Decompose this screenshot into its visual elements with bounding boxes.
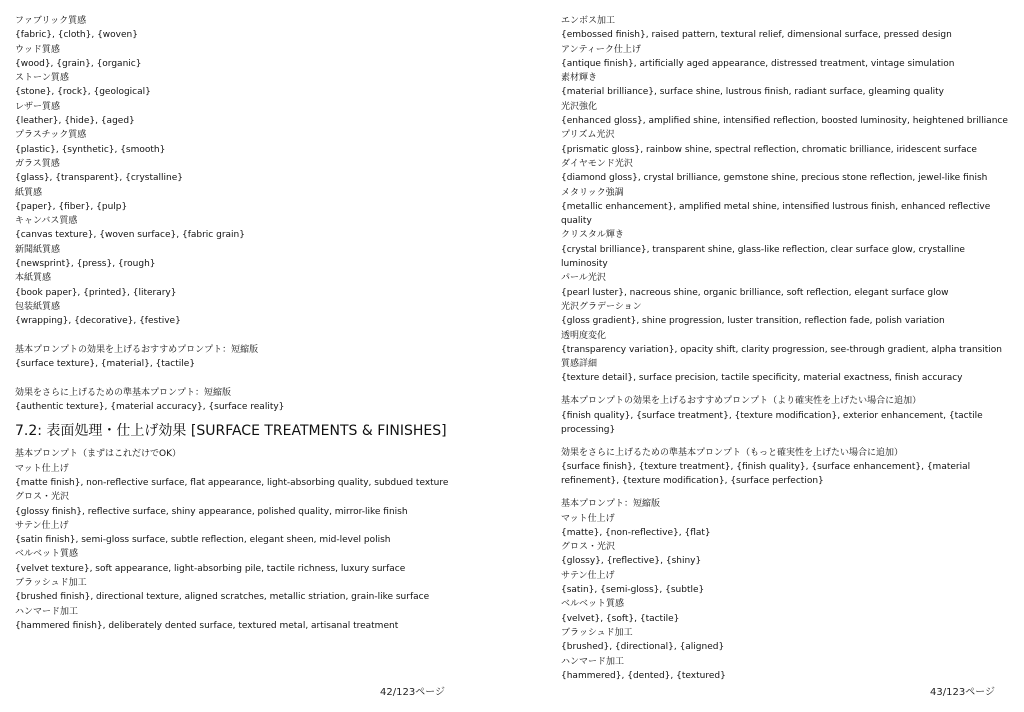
prompt-text: {diamond gloss}, crystal brilliance, gemstone shine, precious stone reflection, jewel-like finish xyxy=(561,173,988,184)
prompt-text: {plastic}, {synthetic}, {smooth} xyxy=(15,144,166,155)
prompt-text: {enhanced gloss}, amplified shine, intensified reflection, boosted luminosity, heightened brilliance xyxy=(561,116,1008,127)
entry-label: 質感詳細 xyxy=(561,359,598,370)
entry-label: 透明度変化 xyxy=(561,330,607,341)
section-heading: 7.2: 表面処理・仕上げ効果 [SURFACE TREATMENTS & FINISHES] xyxy=(15,423,447,440)
entry-label: メタリック強調 xyxy=(561,187,624,198)
prompt-text: {material brilliance}, surface shine, lustrous finish, radiant surface, gleaming quality xyxy=(561,87,944,98)
entry-label: 素材輝き xyxy=(561,73,598,84)
entry-label: プリズム光沢 xyxy=(561,130,615,141)
semi-basic-prompt-block xyxy=(561,446,1009,489)
prompt-text: {hammered}, {dented}, {textured} xyxy=(561,670,726,681)
entry-label: ストーン質感 xyxy=(15,73,69,84)
entry-label: ウッド質感 xyxy=(15,44,60,55)
prompt-text: {stone}, {rock}, {geological} xyxy=(15,87,151,98)
entry-label: パール光沢 xyxy=(561,273,606,284)
entry-label: ダイヤモンド光沢 xyxy=(561,158,633,169)
prompt-text: ブラッシュド加工 xyxy=(561,627,633,638)
prompt-text: {transparency variation}, opacity shift, clarity progression, see-through gradient, alpha transition xyxy=(561,344,1002,355)
page-number-right: 43/123ページ xyxy=(930,687,995,698)
prompt-text: サテン仕上げ xyxy=(561,570,615,581)
prompt-text: {embossed finish}, raised pattern, textural relief, dimensional surface, pressed design xyxy=(561,30,952,41)
entry-label: ファブリック質感 xyxy=(15,16,87,26)
prompt-text: {matte finish}, non-reflective surface, flat appearance, light-absorbing quality, subdued texture xyxy=(15,477,449,488)
prompt-text: {antique finish}, artificially aged appearance, distressed treatment, vintage simulation xyxy=(561,58,955,69)
prompt-text: {paper}, {fiber}, {pulp} xyxy=(15,201,128,212)
entry-label: 新聞紙質感 xyxy=(15,244,61,255)
entry-label: レザー質感 xyxy=(15,101,61,112)
right-page-content xyxy=(561,14,1009,683)
prompt-text: {satin}, {semi-gloss}, {subtle} xyxy=(561,585,705,596)
prompt-text: {book paper}, {printed}, {literary} xyxy=(15,287,177,298)
prompt-text: グロス・光沢 xyxy=(561,542,616,553)
prompt-text: マット仕上げ xyxy=(561,513,615,524)
prompt-text: {metallic enhancement}, amplified metal shine, intensified lustrous finish, enhanced reflective quality xyxy=(561,201,991,227)
prompt-text: {glossy}, {reflective}, {shiny} xyxy=(561,556,702,567)
basic-prompt-block xyxy=(15,447,497,633)
prompt-text: {texture detail}, surface precision, tactile specificity, material exactness, finish accuracy xyxy=(561,373,963,384)
entry-label: アンティーク仕上げ xyxy=(561,44,641,55)
prompt-text: ブラッシュド加工 xyxy=(15,577,87,588)
entry-label: 紙質感 xyxy=(15,187,43,198)
prompt-text: {surface finish}, {texture treatment}, {finish quality}, {surface enhancement}, {material refinement}, {texture modification}, {surface perfection} xyxy=(561,462,971,487)
prompt-text: {prismatic gloss}, rainbow shine, spectral reflection, chromatic brilliance, iridescent surface xyxy=(561,144,977,155)
entry-label: 光沢強化 xyxy=(561,101,598,112)
prompt-text: マット仕上げ xyxy=(15,463,69,474)
prompt-text: ハンマード加工 xyxy=(561,656,625,667)
entry-label: キャンバス質感 xyxy=(15,216,78,227)
entry-label: 基本プロンプトの効果を上げるおすすめプロンプト：短縮版 xyxy=(15,344,259,355)
entry-label: 基本プロンプト（まずはこれだけでOK） xyxy=(15,449,181,460)
prompt-text: {canvas texture}, {woven surface}, {fabric grain} xyxy=(15,230,245,241)
basic-short-block xyxy=(561,497,1009,683)
prompt-text: {crystal brilliance}, transparent shine, glass-like reflection, clear surface glow, crystalline luminosity xyxy=(561,244,965,270)
prompt-text: {finish quality}, {surface treatment}, {texture modification}, exterior enhancement, {tactile processing} xyxy=(561,410,983,435)
entry-label: エンボス加工 xyxy=(561,16,616,26)
entry-label: 基本プロンプト：短縮版 xyxy=(561,499,661,510)
prompt-text: {brushed}, {directional}, {aligned} xyxy=(561,642,725,653)
texture-list-block xyxy=(15,14,497,329)
entry-label: プラスチック質感 xyxy=(15,130,87,141)
prompt-text: ベルベット質感 xyxy=(15,549,79,560)
prompt-text: {wood}, {grain}, {organic} xyxy=(15,58,142,69)
prompt-text: {surface texture}, {material}, {tactile} xyxy=(15,359,196,370)
prompt-text: グロス・光沢 xyxy=(15,492,70,503)
entry-label: 基本プロンプトの効果を上げるおすすめプロンプト（より確実性を上げたい場合に追加） xyxy=(561,396,922,407)
prompt-text: ハンマード加工 xyxy=(15,606,79,617)
prompt-text: {matte}, {non-reflective}, {flat} xyxy=(561,527,711,538)
prompt-text: {authentic texture}, {material accuracy}, {surface reality} xyxy=(15,402,285,413)
entry-label: ガラス質感 xyxy=(15,158,60,169)
page-number-left: 42/123ページ xyxy=(380,687,445,698)
prompt-text: {fabric}, {cloth}, {woven} xyxy=(15,30,138,41)
right-page xyxy=(512,0,1024,712)
entry-label: 効果をさらに上げるための準基本プロンプト：短縮版 xyxy=(15,387,232,398)
entry-label: 効果をさらに上げるための準基本プロンプト（もっと確実性を上げたい場合に追加） xyxy=(561,447,904,458)
prompt-text: {satin finish}, semi-gloss surface, subtle reflection, elegant sheen, mid-level polish xyxy=(15,535,391,546)
prompt-text: サテン仕上げ xyxy=(15,520,69,531)
prompt-text: {leather}, {hide}, {aged} xyxy=(15,116,135,127)
prompt-text: {pearl luster}, nacreous shine, organic brilliance, soft reflection, elegant surface glow xyxy=(561,287,949,298)
prompt-text: ベルベット質感 xyxy=(561,599,625,610)
recommended-prompt-block xyxy=(561,394,1009,437)
prompt-text: {velvet}, {soft}, {tactile} xyxy=(561,613,680,624)
prompt-text: {glossy finish}, reflective surface, shiny appearance, polished quality, mirror-like finish xyxy=(15,506,408,517)
entry-label: 包装紙質感 xyxy=(15,301,61,312)
prompt-text: {wrapping}, {decorative}, {festive} xyxy=(15,316,181,327)
recommended-short-block xyxy=(15,343,497,372)
finish-list-block xyxy=(561,14,1009,386)
prompt-text: {gloss gradient}, shine progression, luster transition, reflection fade, polish variation xyxy=(561,316,945,327)
prompt-text: {hammered finish}, deliberately dented surface, textured metal, artisanal treatment xyxy=(15,620,399,631)
prompt-text: {glass}, {transparent}, {crystalline} xyxy=(15,173,183,184)
entry-label: 光沢グラデーション xyxy=(561,301,642,312)
entry-label: クリスタル輝き xyxy=(561,230,624,241)
left-page-content xyxy=(15,14,497,633)
prompt-text: {newsprint}, {press}, {rough} xyxy=(15,259,156,270)
entry-label: 本紙質感 xyxy=(15,273,52,284)
semi-basic-short-block xyxy=(15,386,497,415)
prompt-text: {brushed finish}, directional texture, aligned scratches, metallic striation, grain-like surface xyxy=(15,592,430,603)
prompt-text: {velvet texture}, soft appearance, light-absorbing pile, tactile richness, luxury surface xyxy=(15,563,406,574)
